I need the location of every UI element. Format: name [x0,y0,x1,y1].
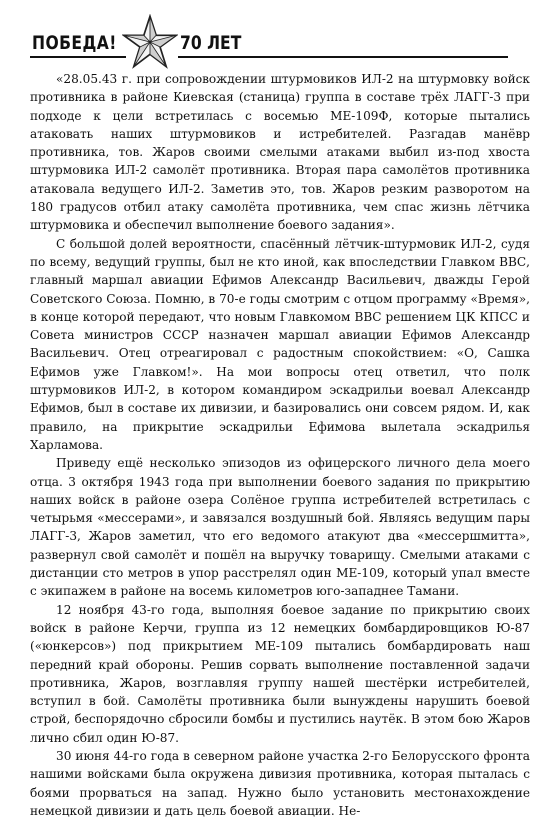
paragraph-3: Приведу ещё несколько эпизодов из офицерского личного дела моего отца. 3 октября 1943 года при выполнении боевого задания по прикрытию наших войск в районе озера Солёное группа истребителей встретилась с четырьмя «мессерами», и завязался воздушный бой. Являясь ведущим пары ЛАГГ-3, Жаров заметил, что его ведомого атакуют два «мессершмитта», развернул свой самолёт и пошёл на выручку товарищу. Смелыми атаками с дистанции сто метров в упор расстрелял один МЕ-109, который упал вместе с экипажем в районе на восемь километров юго-западнее Тамани. [30,456,530,599]
header-title-victory: ПОБЕДА! [32,32,117,54]
header-rule-left [30,56,126,58]
paragraph-4: 12 ноября 43-го года, выполняя боевое задание по прикрытию своих войск в районе Керчи, группа из 12 немецких бомбардировщиков Ю-87 («юнкерсов») под прикрытием МЕ-109 пытались бомбардировать наш передний край обороны. Решив сорвать выполнение поставленной задачи противника, Жаров, возглавляя группу нашей шестёрки истребителей, вступил в бой. Самолёты противника были вынуждены нарушить боевой строй, беспорядочно сбросили бомбы и пустились наутёк. В этом бою Жаров лично сбил один Ю-87. [30,602,530,745]
paragraph-2: С большой долей вероятности, спасённый лётчик-штурмовик ИЛ-2, судя по всему, ведущий группы, был не кто иной, как впоследствии Главком ВВС, главный маршал авиации Ефимов Александр Васильевич, дважды Герой Советского Союза. Помню, в 70-е годы смотрим с отцом программу «Время», в конце которой передают, что новым Главкомом ВВС решением ЦК КПСС и Совета министров СССР назначен маршал авиации Ефимов Александр Васильевич. Отец отреагировал с радостным спокойствием: «О, Сашка Ефимов уже Главком!». На мои вопросы отец ответил, что полк штурмовиков ИЛ-2, в котором командиром эскадрильи воевал Александр Ефимов, был в составе их дивизии, и базировались они совсем рядом. И, как правило, на прикрытие эскадрильи Ефимова вылетала эскадрилья Харламова. [30,236,530,452]
star-icon [122,14,178,70]
page-header [22,14,538,58]
paragraph-5: 30 июня 44-го года в северном районе участка 2-го Белорусского фронта нашими войсками была окружена дивизия противника, которая пыталась с боями прорваться на запад. Нужно было установить местонахождение немецкой дивизии и дать цель боевой авиации. Не- [30,748,530,818]
article-body [30,70,530,820]
header-rule-right [178,56,508,58]
header-title-years: 70 ЛЕТ [180,32,242,54]
paragraph-1: «28.05.43 г. при сопровождении штурмовиков ИЛ-2 на штурмовку войск противника в районе Киевская (станица) группа в составе трёх ЛАГГ-3 при подходе к цели встретилась с восемью МЕ-109Ф, которые пытались атаковать наших штурмовиков и истребителей. Разгадав манёвр противника, тов. Жаров своими смелыми атаками выбил из-под хвоста штурмовика ИЛ-2 самолёт противника. Вторая пара самолётов противника атаковала ведущего ИЛ-2. Заметив это, тов. Жаров резким разворотом на 180 градусов отбил атаку самолёта противника, чем спас жизнь лётчика штурмовика и обеспечил выполнение боевого задания». [30,72,530,233]
